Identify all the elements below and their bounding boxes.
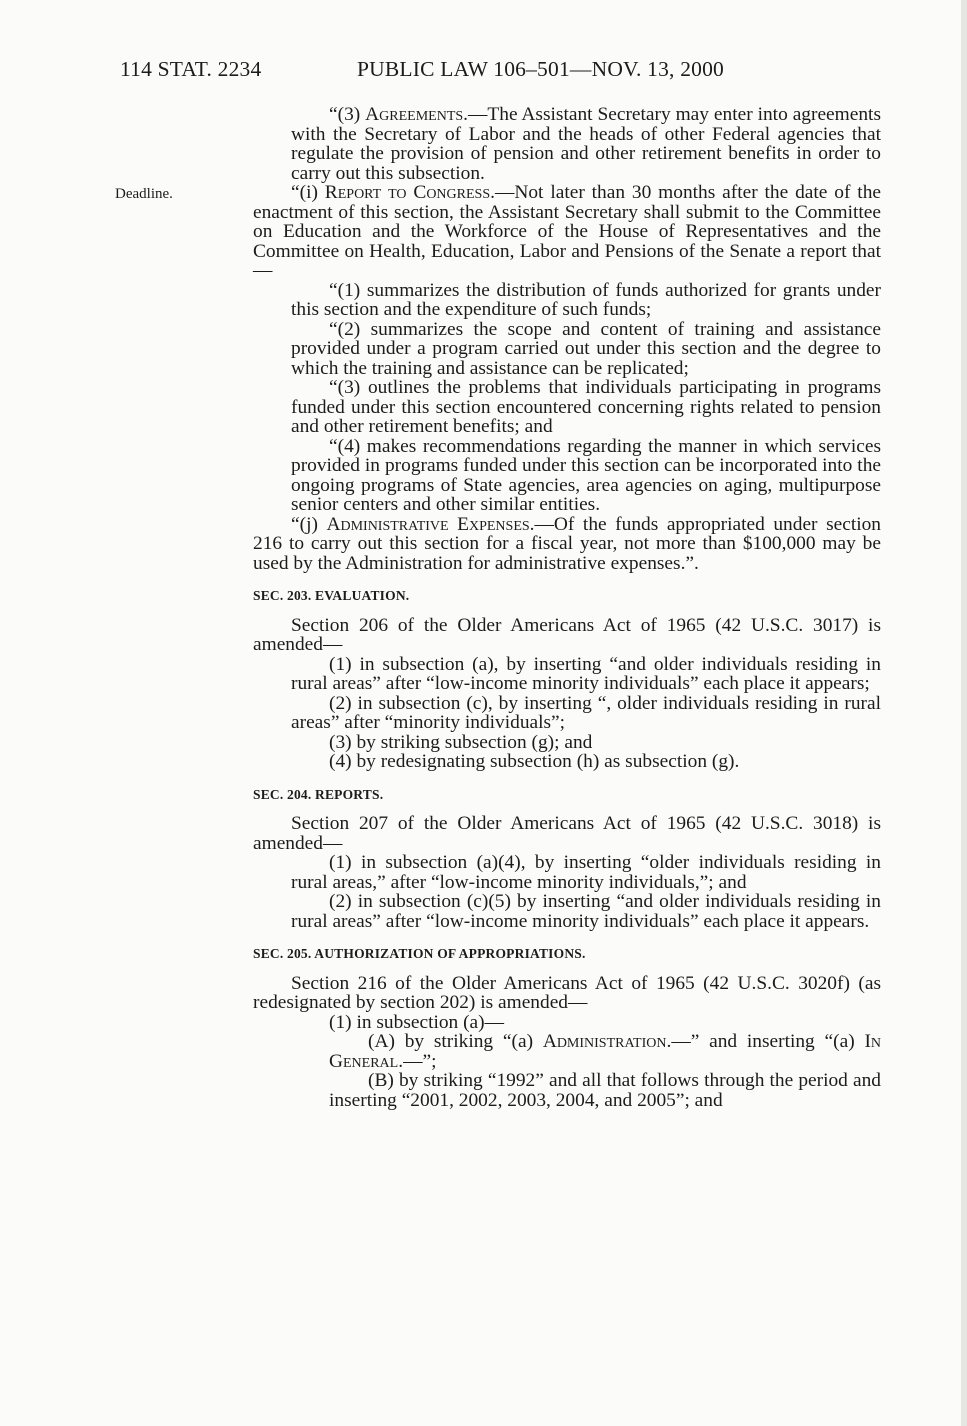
body-text-column [253, 105, 881, 1110]
report-item: “(2) summarizes the scope and content of training and assistance provided under a program carried out under this section and the degree to which the training and assistance can be replicated; [291, 318, 881, 379]
page-edge-shadow [961, 0, 967, 1426]
report-item: “(4) makes recommendations regarding the manner in which services provided in programs funded under this section can be incorporated into the ongoing programs of State agencies, area agencies on aging, multipurpose senior centers and other similar entities. [291, 435, 881, 515]
paragraph-report-to-congress: “(i) Report to Congress.—Not later than 30 months after the date of the enactment of this section, the Assistant Secretary shall submit to the Committee on Education and the Workforce of the House of Representatives and the Committee on Health, Education, Labor and Pensions of the Senate a report that— [253, 182, 881, 281]
amendment-item: (4) by redesignating subsection (h) as subsection (g). [329, 751, 740, 772]
amendment-item: (1) in subsection (a), by inserting “and older individuals residing in rural areas” after “low-income minority individuals” each place it appears; [291, 653, 881, 694]
section-heading-reports: SEC. 204. REPORTS. [253, 786, 384, 802]
amendment-subitem-b: (B) by striking “1992” and all that follows through the period and inserting “2001, 2002, 2003, 2004, and 2005”; and [329, 1070, 881, 1111]
margin-note-deadline: Deadline. [115, 186, 173, 202]
section-heading-authorization: SEC. 205. AUTHORIZATION OF APPROPRIATIONS. [253, 946, 586, 961]
report-item: “(1) summarizes the distribution of funds authorized for grants under this section and the expenditure of such funds; [291, 279, 881, 320]
section-intro: Section 207 of the Older Americans Act of 1965 (42 U.S.C. 3018) is amended— [253, 813, 881, 854]
amendment-item: (1) in subsection (a)(4), by inserting “older individuals residing in rural areas,” after “low-income minority individuals,”; and [291, 852, 881, 893]
amendment-item: (2) in subsection (c), by inserting “, older individuals residing in rural areas” after “minority individuals”; [291, 692, 881, 733]
page-reference: 114 STAT. 2234 [120, 57, 262, 81]
paragraph-agreements: “(3) Agreements.—The Assistant Secretary may enter into agreements with the Secretary of Labor and the heads of other Federal agencies that regulate the provision of pension and other retirement benefits in order to carry out this subsection. [291, 104, 881, 184]
amendment-subitem-a: (A) by striking “(a) Administration.—” and inserting “(a) In General.—”; [329, 1031, 882, 1072]
section-intro: Section 216 of the Older Americans Act of 1965 (42 U.S.C. 3020f) (as redesignated by section 202) is amended— [253, 972, 881, 1013]
paragraph-administrative-expenses: “(j) Administrative Expenses.—Of the funds appropriated under section 216 to carry out this section for a fiscal year, not more than $100,000 may be used by the Administration for administrative expenses.”. [253, 513, 881, 574]
amendment-item: (3) by striking subsection (g); and [329, 731, 593, 753]
amendment-item: (1) in subsection (a)— [329, 1011, 505, 1033]
running-header-title: PUBLIC LAW 106–501—NOV. 13, 2000 [357, 57, 725, 81]
report-item: “(3) outlines the problems that individuals participating in programs funded under this section encountered concerning rights related to pension and other retirement benefits; and [291, 377, 881, 437]
section-heading-evaluation: SEC. 203. EVALUATION. [253, 588, 410, 603]
amendment-item: (2) in subsection (c)(5) by inserting “and older individuals residing in rural areas” after “low-income minority individuals” each place it appears. [291, 891, 881, 932]
section-intro: Section 206 of the Older Americans Act of 1965 (42 U.S.C. 3017) is amended— [253, 614, 881, 655]
